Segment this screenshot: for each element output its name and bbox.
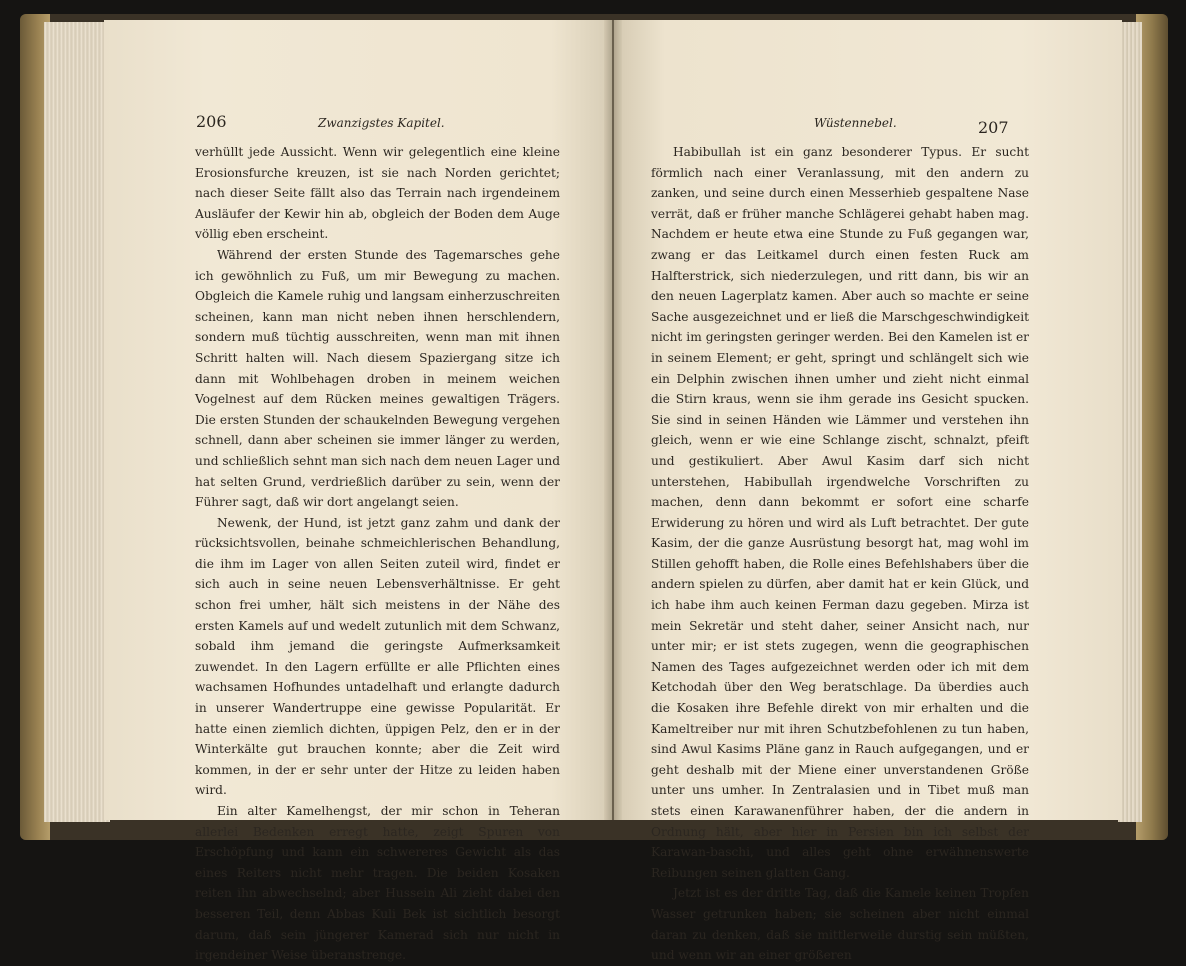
running-head: Zwanzigstes Kapitel. — [318, 116, 445, 130]
left-page-header — [104, 114, 612, 136]
right-page — [614, 20, 1122, 963]
right-page-header — [614, 114, 1122, 136]
right-page-body — [651, 142, 1029, 966]
paragraph: Während der ersten Stunde des Tagemarsches gehe ich gewöhnlich zu Fuß, um mir Bewegung zu machen. Obgleich die Kamele ruhig und langsam einherzuschreiten scheinen, kann man nicht neben ihnen herschlendern, sondern muß tüchtig ausschreiten, wenn man mit ihnen Schritt halten will. Nach diesem Spaziergang sitze ich dann mit Wohlbehagen droben in meinem weichen Vogelnest auf dem Rücken meines gewaltigen Trägers. Die ersten Stunden der schaukelnden Bewegung vergehen schnell, dann aber scheinen sie immer länger zu werden, und schließlich sehnt man sich nach dem neuen Lager und hat selten Grund, verdrießlich darüber zu sein, wenn der Führer sagt, daß wir dort angelangt seien. — [195, 247, 560, 510]
paragraph: Jetzt ist es der dritte Tag, daß die Kamele keinen Tropfen Wasser getrunken haben; sie scheinen aber nicht einmal daran zu denken, daß sie mittlerweile durstig sein müßten, und wenn wir an einer größeren — [651, 886, 1029, 963]
left-page — [104, 20, 612, 963]
left-page-body — [195, 142, 560, 966]
book-gutter — [604, 20, 622, 820]
paragraph: Ein alter Kamelhengst, der mir schon in Teheran allerlei Bedenken erregt hatte, zeigt Spuren von Erschöpfung und kann ein schwereres Gewicht als das eines Reiters nicht mehr tragen. Die beiden Kosaken reiten ihn abwechselnd; aber Hussein Ali zieht dabei den besseren Teil, denn Abbas Kuli Bek ist sichtlich besorgt darum, daß sein jüngerer Kamerad sich nur nicht in irgendeiner Weise überanstrenge. — [195, 804, 560, 963]
page-number: 206 — [196, 112, 227, 131]
running-head: Wüstennebel. — [814, 116, 897, 130]
page-number: 207 — [978, 118, 1009, 137]
paragraph: Habibullah ist ein ganz besonderer Typus. Er sucht förmlich nach einer Veranlassung, mit den andern zu zanken, und seine durch einen Messerhieb gespaltene Nase verrät, daß er früher manche Schlägerei gehabt haben mag. Nachdem er heute etwa eine Stunde zu Fuß gegangen war, zwang er das Leitkamel durch einen festen Ruck am Halfterstrick, sich niederzulegen, und ritt dann, bis wir an den neuen Lagerplatz kamen. Aber auch so machte er seine Sache ausgezeichnet und er ließ die Marschgeschwindigkeit nicht im geringsten geringer werden. Bei den Kamelen ist er in seinem Element; er geht, springt und schlängelt sich wie ein Delphin zwischen ihnen umher und zieht nicht einmal die Stirn kraus, wenn sie ihm gerade ins Gesicht spucken. Sie sind in seinen Händen wie Lämmer und verstehen ihn gleich, wenn er wie eine Schlange zischt, schnalzt, pfeift und gestikuliert. Aber Awul Kasim darf sich nicht unterstehen, Habibullah irgendwelche Vorschriften zu machen, denn dann bekommt er sofort eine scharfe Erwiderung zu hören und wird als Luft betrachtet. Der gute Kasim, der die ganze Ausrüstung besorgt hat, mag wohl im Stillen gehofft haben, die Rolle eines Befehlshabers über die andern spielen zu dürfen, aber damit hat er kein Glück, und ich habe ihm auch keinen Ferman dazu gegeben. Mirza ist mein Sekretär und steht daher, seiner Ansicht nach, nur unter mir; er ist stets zugegen, wenn die geographischen Namen des Tages aufgezeichnet werden oder ich mit dem Ketchodah über den Weg beratschlage. Da überdies auch die Kosaken ihre Befehle direkt von mir erhalten und die Kameltreiber nur mit ihren Schutzbefohlenen zu tun haben, sind Awul Kasims Pläne ganz in Rauch aufgegangen, und er geht deshalb mit der Miene einer unverstandenen Größe unter uns umher. In Zentralasien und in Tibet muß man stets einen Karawanenführer haben, der die andern in Ordnung hält, aber hier in Persien bin ich selbst der Karawan-baschi, und alles geht ohne erwähnenswerte Reibungen seinen glatten Gang. — [651, 145, 1029, 880]
paragraph: verhüllt jede Aussicht. Wenn wir gelegentlich eine kleine Erosionsfurche kreuzen, ist sie nach Norden gerichtet; nach dieser Seite fällt also das Terrain nach irgendeinem Ausläufer der Kewir hin ab, obgleich der Boden dem Auge völlig eben erscheint. — [195, 145, 560, 242]
page-edges-left — [44, 22, 110, 822]
paragraph: Newenk, der Hund, ist jetzt ganz zahm und dank der rücksichtsvollen, beinahe schmeichlerischen Behandlung, die ihm im Lager von allen Seiten zuteil wird, findet er sich auch in seine neuen Lebensverhältnisse. Er geht schon frei umher, hält sich meistens in der Nähe des ersten Kamels auf und wedelt zutunlich mit dem Schwanz, sobald ihm jemand die geringste Aufmerksamkeit zuwendet. In den Lagern erfüllte er alle Pflichten eines wachsamen Hofhundes untadelhaft und erlangte dadurch in unserer Wandertruppe eine gewisse Popularität. Er hatte einen ziemlich dichten, üppigen Pelz, den er in der Winterkälte gut brauchen konnte; aber die Zeit wird kommen, in der er sehr unter der Hitze zu leiden haben wird. — [195, 515, 560, 798]
